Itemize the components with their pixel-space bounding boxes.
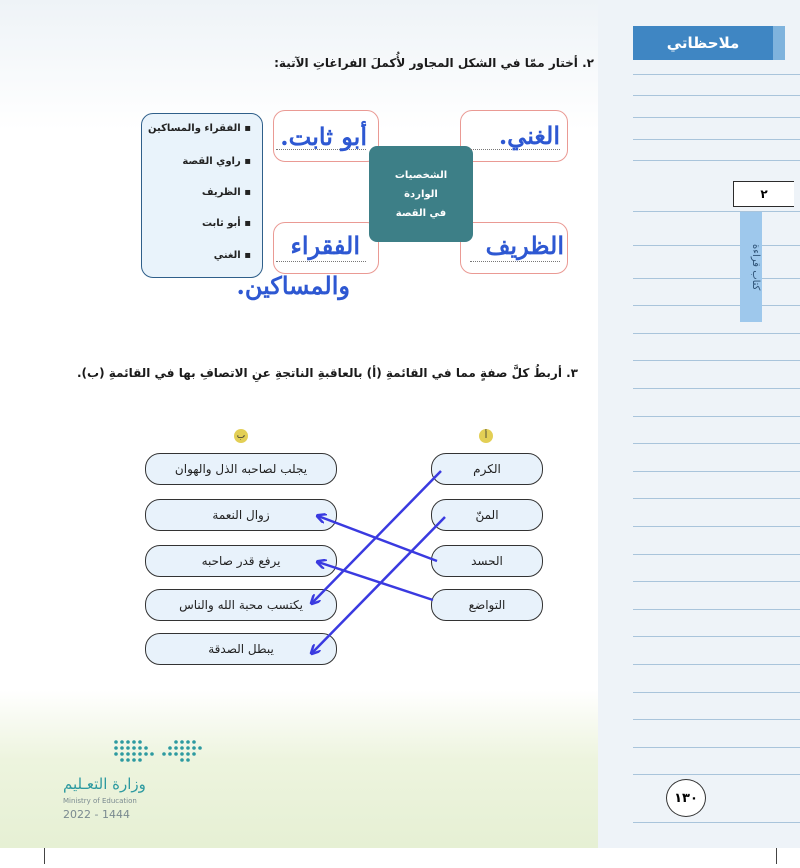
answer-bottom-right: الظريف	[485, 231, 564, 260]
ministry-name-english: Ministry of Education	[63, 797, 137, 805]
center-line-2: الواردة	[404, 188, 438, 200]
word-bank-item: ▪ راوي القصة	[182, 156, 251, 167]
list-b-item: يبطل الصدقة	[145, 633, 337, 665]
list-a-marker: أ	[479, 429, 493, 443]
list-b-item: يجلب لصاحبه الذل والهوان	[145, 453, 337, 485]
word-bank-item: ▪ الغني	[213, 250, 251, 261]
unit-number: ٢	[733, 181, 794, 207]
word-bank-item: ▪ أبو ثابت	[201, 218, 251, 229]
answer-bottom-left-line-2: والمساكين.	[236, 271, 350, 300]
center-line-1: الشخصيات	[394, 169, 448, 181]
match-line-3	[318, 516, 437, 561]
ministry-name-arabic: وزارة التعـليم	[63, 775, 146, 793]
list-a-item: المنّ	[431, 499, 543, 531]
word-bank-item: ▪ الظريف	[201, 187, 251, 198]
notes-title: ملاحظاتي	[633, 26, 773, 60]
list-a-item: التواضع	[431, 589, 543, 621]
match-line-4	[318, 562, 433, 600]
ministry-logo-dots	[113, 738, 203, 764]
crop-mark	[44, 848, 45, 864]
edition-year: 2022 - 1444	[63, 808, 130, 821]
page-number: ١٣٠	[666, 779, 706, 817]
question-2-prompt: ٢. أختار ممّا في الشكل المجاور لأُكملَ الفراغاتِ الآتية:	[274, 56, 594, 70]
answer-top-left: أبو ثابت.	[280, 122, 367, 151]
match-line-2	[312, 517, 445, 653]
unit-ribbon-label: كتاب قراءة	[750, 243, 761, 291]
list-b-item: يكتسب محبة الله والناس	[145, 589, 337, 621]
list-b-marker: ب	[234, 429, 248, 443]
answer-top-right: الغني.	[498, 121, 560, 150]
list-b-item: زوال النعمة	[145, 499, 337, 531]
answer-bottom-left-line-1: الفقراء	[290, 231, 360, 260]
list-b-item: يرفع قدر صاحبه	[145, 545, 337, 577]
list-a-item: الكرم	[431, 453, 543, 485]
center-line-3: في القصة	[395, 207, 447, 219]
crop-mark	[776, 848, 777, 864]
list-a-item: الحسد	[431, 545, 543, 577]
question-3-prompt: ٣. أربطُ كلَّ صفةٍ مما في القائمةِ (أ) بالعاقبةِ الناتجةِ عنِ الاتصافِ بها في القائمةِ (ب).	[77, 366, 578, 380]
word-bank-item: ▪ الفقراء والمساكين	[147, 123, 251, 134]
